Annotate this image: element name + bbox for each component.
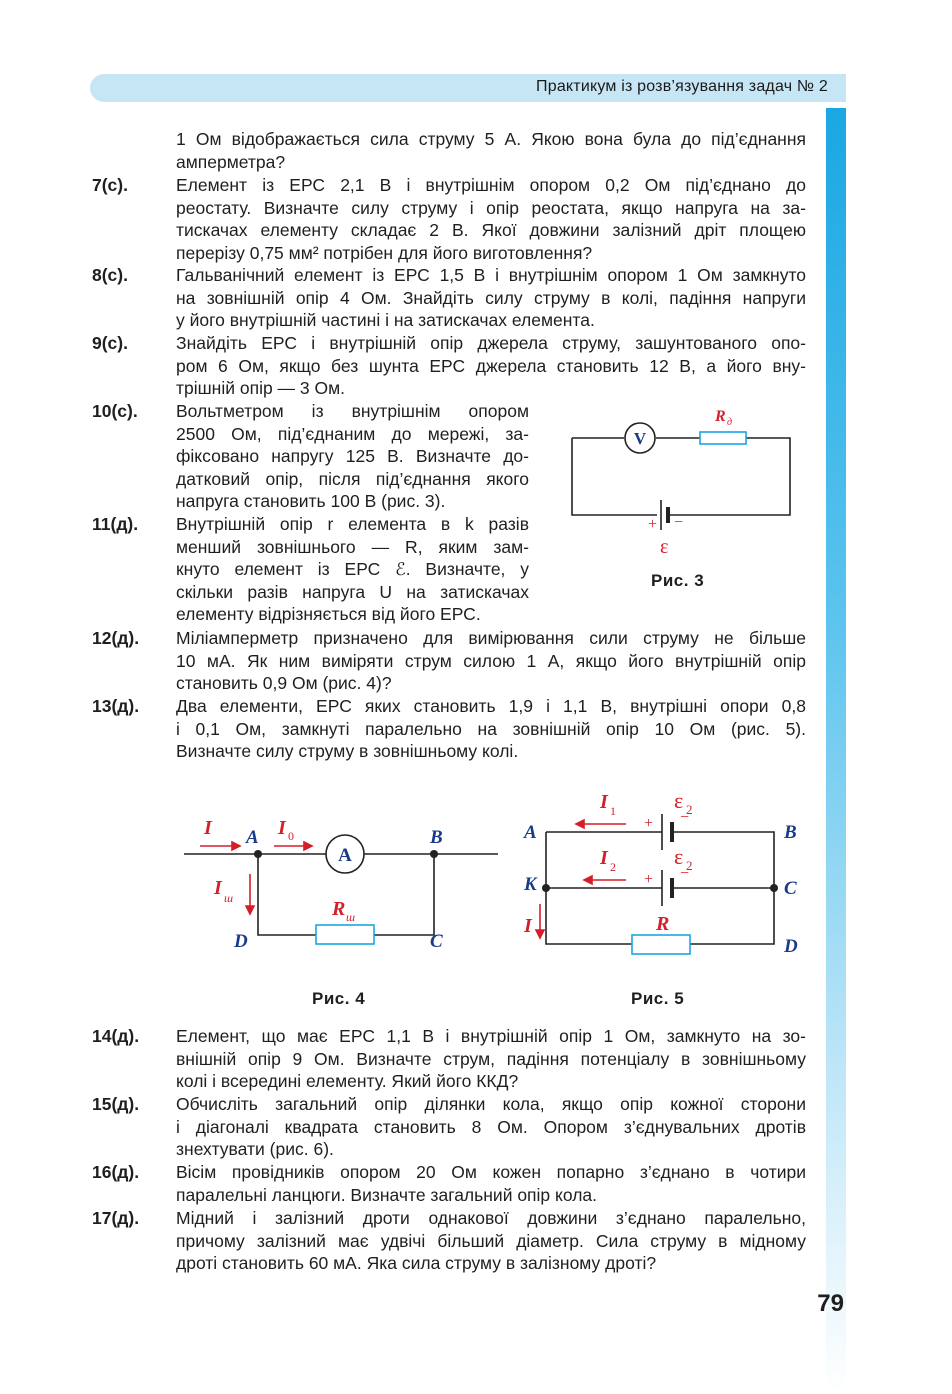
problem-number: 11(д).: [92, 514, 139, 534]
problem-number: 7(с).: [92, 175, 128, 195]
problem-text: [176, 332, 806, 400]
shunt-resistor: [316, 925, 374, 944]
problem-text: [176, 1161, 806, 1206]
page-number: 79: [817, 1290, 844, 1317]
battery-2-minus: −: [680, 865, 690, 882]
text-line: перерізу 0,75 мм² потрібен для його виготовлення?: [176, 242, 593, 263]
problem-number: 16(д).: [92, 1162, 140, 1182]
node-a: [254, 850, 262, 858]
problem-text: [176, 695, 806, 763]
text-line: тискачах елементу складає 2 В. Якої довжини залізний дріт площею: [176, 220, 806, 240]
text-line: 10 мА. Як ним виміряти струм силою 1 А, якщо його внутрішній опір: [176, 650, 806, 671]
problem-number: 10(с).: [92, 401, 138, 421]
text-line: кнуто елемент із ЕРС ℰ. Визначте, у: [176, 559, 529, 579]
text-line: елементу відрізняється від його ЕРС.: [176, 604, 481, 624]
text-line: дроті становить 60 мА. Яка сила струму в залізному дроті?: [176, 1253, 657, 1273]
text-line: Мідний і залізний дроти однакової довжини з’єднано паралельно,: [176, 1208, 806, 1228]
ammeter-label: A: [338, 845, 352, 866]
text-line: фіксовано напругу 125 В. Визначте до-: [176, 446, 529, 466]
text-line: причому залізний має удвічі більший діаметр. Сила струму в мідному: [176, 1230, 806, 1251]
node-d-label: D: [784, 936, 798, 957]
text-line: Елемент, що має ЕРС 1,1 В і внутрішній опір 1 Ом, замкнуто на зо-: [176, 1026, 806, 1046]
text-line: скільки разів напруга U на затискачах: [176, 581, 529, 602]
text-line: Гальванічний елемент із ЕРС 1,5 В і внутрішнім опором 1 Ом замкнуто: [176, 265, 806, 285]
shunt-resistor-subscript: ш: [346, 910, 356, 924]
emf-1-subscript: 2: [686, 802, 693, 817]
text-line: внішній опір 9 Ом. Визначте струм, падіння потенціалу в зовнішньому: [176, 1048, 806, 1069]
figure-3-caption: Рис. 3: [651, 571, 705, 590]
current-i0-label: I: [278, 817, 286, 839]
text-line: Елемент із ЕРС 2,1 В і внутрішнім опором 0,2 Ом під’єднано до: [176, 175, 806, 195]
text-line: Вольтметром із внутрішнім опором: [176, 401, 529, 421]
problem-text: [176, 174, 806, 264]
battery-2-plus: +: [644, 871, 654, 888]
text-line: Два елементи, ЕРС яких становить 1,9 і 1,1 В, внутрішні опори 0,8: [176, 696, 806, 716]
text-line: у його внутрішній частині і на затискачах елемента.: [176, 310, 595, 330]
text-line: знехтувати (рис. 6).: [176, 1139, 334, 1159]
node-a-label: A: [524, 822, 537, 843]
text-line: становить 0,9 Ом (рис. 4)?: [176, 673, 392, 693]
node-a-label: A: [246, 827, 259, 848]
problem-number: 13(д).: [92, 696, 140, 716]
battery-1-minus: −: [680, 809, 690, 826]
figure-4-caption: Рис. 4: [312, 989, 366, 1008]
text-line: Знайдіть ЕРС і внутрішній опір джерела струму, зашунтованого опо-: [176, 333, 806, 353]
text-line: реостату. Визначте силу струму і опір реостата, якщо напруга на за-: [176, 197, 806, 218]
intro-paragraph: [176, 128, 806, 173]
figure-4-circuit: [180, 800, 510, 970]
resistor-symbol: [700, 432, 746, 444]
voltmeter-label: V: [633, 429, 647, 448]
text-line: і діагоналі квадрата становить 8 Ом. Опором з’єднувальних дротів: [176, 1116, 806, 1137]
current-ish-label: I: [214, 877, 222, 899]
text-line: 1 Ом відображається сила струму 5 А. Якою вона була до під’єднання: [176, 129, 806, 149]
problem-text: [176, 1093, 806, 1161]
text-line: менший зовнішнього — R, яким зам-: [176, 536, 529, 557]
text-line: ром 6 Ом, якщо без шунта ЕРС джерела становить 12 В, а його вну-: [176, 355, 806, 376]
emf-2-subscript: 2: [686, 858, 693, 873]
side-accent-bar: [826, 108, 846, 1394]
problem-text: [176, 400, 529, 513]
text-line: Обчисліть загальний опір ділянки кола, якщо опір кожної сторони: [176, 1094, 806, 1114]
problem-number: 15(д).: [92, 1094, 140, 1114]
text-line: колі і всередині елементу. Який його ККД?: [176, 1071, 519, 1091]
problem-text: [176, 264, 806, 332]
figure-5-circuit: [520, 788, 810, 973]
battery-minus: −: [674, 514, 684, 531]
problem-number: 12(д).: [92, 628, 140, 648]
emf-2-label: ε: [674, 844, 684, 869]
node-b-label: B: [430, 827, 443, 848]
text-line: Вісім провідників опором 20 Ом кожен попарно з’єднано в чотири: [176, 1162, 806, 1182]
node-k: [542, 884, 550, 892]
figure-3-circuit: [560, 405, 810, 560]
resistor-label: R: [715, 408, 726, 425]
load-resistor-label: R: [656, 913, 670, 935]
node-d-label: D: [234, 931, 248, 952]
current-ish-subscript: ш: [224, 891, 234, 905]
node-c-label: C: [784, 878, 797, 899]
text-line: 2500 Ом, під’єднаним до мережі, за-: [176, 423, 529, 444]
current-i2-label: I: [600, 847, 608, 869]
problem-text: [176, 513, 529, 626]
header-title: Практикум із розв’язування задач № 2: [536, 78, 828, 95]
text-line: Внутрішній опір r елемента в k разів: [176, 514, 529, 534]
problem-number: 14(д).: [92, 1026, 140, 1046]
emf-1-label: ε: [674, 788, 684, 813]
problem-text: [176, 1207, 806, 1275]
shunt-resistor-label: R: [332, 898, 346, 920]
text-line: Міліамперметр призначено для вимірювання сили струму не більше: [176, 628, 806, 648]
node-c: [770, 884, 778, 892]
text-line: трішній опір — 3 Ом.: [176, 378, 346, 398]
battery-1-plus: +: [644, 815, 654, 832]
load-resistor: [632, 935, 690, 954]
problem-number: 9(с).: [92, 333, 128, 353]
problem-text: [176, 1025, 806, 1093]
text-line: амперметра?: [176, 151, 286, 172]
text-line: датковий опір, після під’єднання якого: [176, 468, 529, 489]
current-i-label: I: [204, 817, 212, 839]
current-i1-label: I: [600, 791, 608, 813]
resistor-subscript: д: [727, 417, 733, 428]
node-b-label: B: [784, 822, 797, 843]
problem-number: 17(д).: [92, 1208, 140, 1228]
figure-5-caption: Рис. 5: [631, 989, 685, 1008]
node-b: [430, 850, 438, 858]
text-line: напруга становить 100 В (рис. 3).: [176, 491, 446, 511]
text-line: Визначте силу струму в зовнішньому колі.: [176, 741, 519, 761]
emf-label: ε: [660, 536, 669, 558]
text-line: паралельні ланцюги. Визначте загальний опір кола.: [176, 1184, 598, 1205]
text-line: і 0,1 Ом, замкнуті паралельно на зовнішній опір 10 Ом (рис. 5).: [176, 718, 806, 739]
text-line: на зовнішній опір 4 Ом. Знайдіть силу струму в колі, падіння напруги: [176, 287, 806, 308]
current-i-label: I: [524, 915, 532, 937]
problem-text: [176, 627, 806, 695]
node-k-label: K: [524, 874, 537, 895]
header-band: [90, 74, 846, 102]
current-i1-subscript: 1: [610, 804, 616, 818]
problem-number: 8(с).: [92, 265, 128, 285]
node-c-label: C: [430, 931, 443, 952]
current-i2-subscript: 2: [610, 860, 616, 874]
current-i0-subscript: 0: [288, 829, 294, 843]
battery-plus: +: [648, 516, 658, 533]
